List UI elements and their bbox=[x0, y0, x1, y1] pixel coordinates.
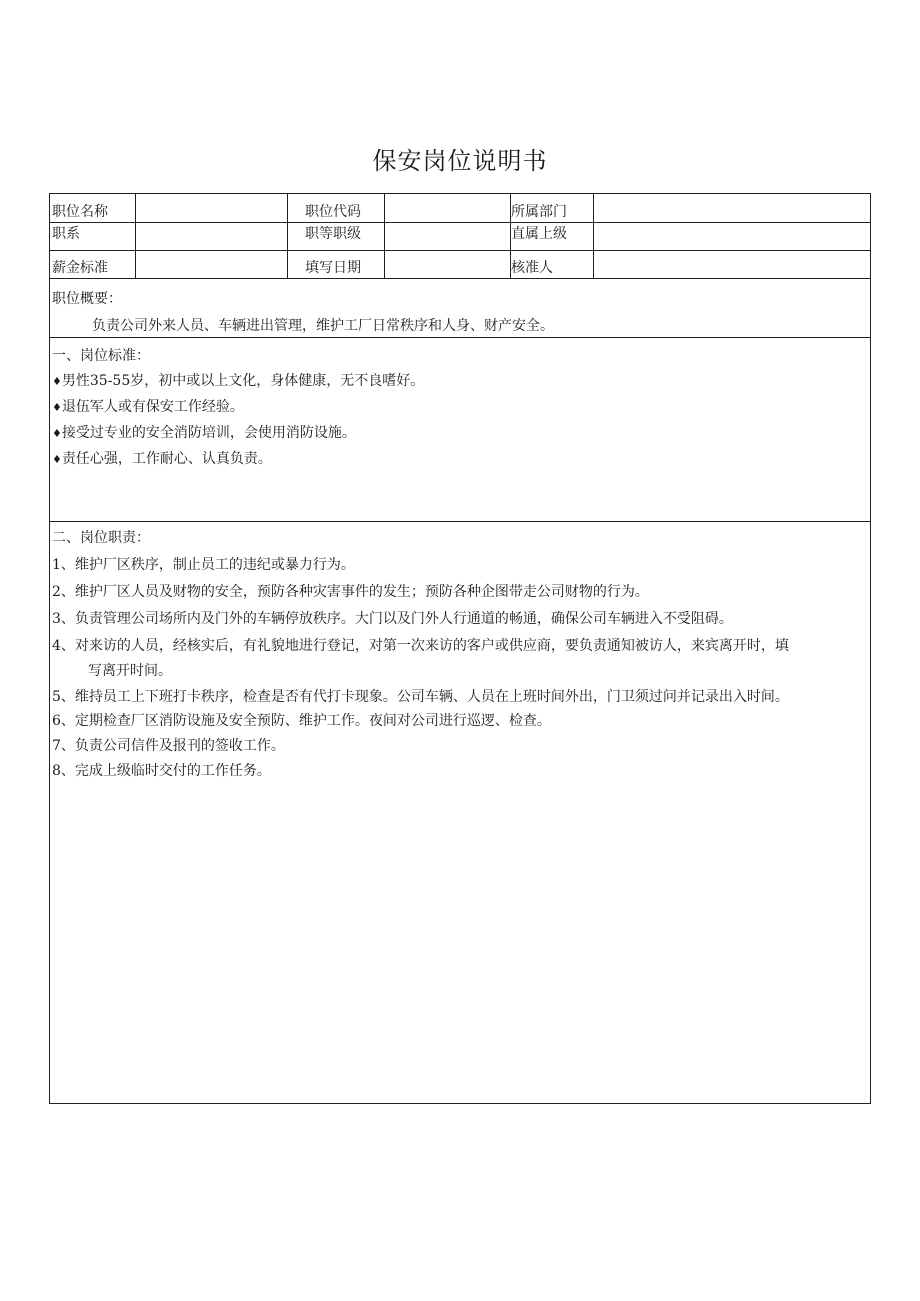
section-divider bbox=[50, 337, 870, 338]
duty-item: 2、维护厂区人员及财物的安全，预防各种灾害事件的发生；预防各种企图带走公司财物的行为。 bbox=[52, 584, 649, 600]
job-description-table bbox=[49, 193, 871, 1104]
row-divider bbox=[50, 222, 870, 223]
diamond-bullet-icon: ♦ bbox=[52, 453, 62, 466]
column-divider bbox=[135, 194, 136, 278]
label-department: 所属部门 bbox=[511, 204, 567, 220]
label-fill-date: 填写日期 bbox=[305, 260, 361, 276]
label-position-code: 职位代码 bbox=[305, 204, 361, 220]
label-grade: 职等职级 bbox=[305, 226, 361, 242]
duty-item: 8、完成上级临时交付的工作任务。 bbox=[52, 763, 271, 779]
duty-item: 6、定期检查厂区消防设施及安全预防、维护工作。夜间对公司进行巡逻、检查。 bbox=[52, 713, 551, 729]
standards-heading: 一、岗位标准： bbox=[52, 348, 150, 364]
label-supervisor: 直属上级 bbox=[511, 226, 567, 242]
diamond-bullet-icon: ♦ bbox=[52, 375, 62, 388]
duties-heading: 二、岗位职责： bbox=[52, 530, 150, 546]
duty-item: 3、负责管理公司场所内及门外的车辆停放秩序。大门以及门外人行通道的畅通，确保公司车辆进入不受阻碍。 bbox=[52, 611, 733, 627]
diamond-bullet-icon: ♦ bbox=[52, 401, 62, 414]
section-divider bbox=[50, 521, 870, 522]
duty-item: 1、维护厂区秩序，制止员工的违纪或暴力行为。 bbox=[52, 557, 355, 573]
diamond-bullet-icon: ♦ bbox=[52, 427, 62, 440]
column-divider bbox=[593, 194, 594, 278]
standard-item: ♦责任心强，工作耐心、认真负责。 bbox=[52, 451, 272, 467]
standard-item: ♦退伍军人或有保安工作经验。 bbox=[52, 399, 244, 415]
duty-item: 5、维持员工上下班打卡秩序，检查是否有代打卡现象。公司车辆、人员在上班时间外出，门卫须过问并记录出入时间。 bbox=[52, 689, 789, 705]
row-divider bbox=[50, 278, 870, 279]
standard-item: ♦男性35-55岁，初中或以上文化，身体健康，无不良嗜好。 bbox=[52, 373, 425, 389]
standard-item: ♦接受过专业的安全消防培训，会使用消防设施。 bbox=[52, 425, 356, 441]
row-divider bbox=[50, 250, 870, 251]
overview-text: 负责公司外来人员、车辆进出管理，维护工厂日常秩序和人身、财产安全。 bbox=[92, 318, 554, 334]
duty-item: 4、对来访的人员，经核实后，有礼貌地进行登记，对第一次来访的客户或供应商，要负责通知被访人，来宾离开时，填 bbox=[52, 638, 789, 654]
column-divider bbox=[384, 194, 385, 278]
duty-item-continuation: 写离开时间。 bbox=[88, 663, 172, 679]
column-divider bbox=[287, 194, 288, 278]
overview-heading: 职位概要： bbox=[52, 291, 122, 307]
page-title: 保安岗位说明书 bbox=[372, 147, 548, 175]
label-job-family: 职系 bbox=[52, 226, 80, 242]
duty-item: 7、负责公司信件及报刊的签收工作。 bbox=[52, 738, 285, 754]
label-position-name: 职位名称 bbox=[52, 204, 108, 220]
label-salary: 薪金标准 bbox=[52, 260, 108, 276]
label-approver: 核准人 bbox=[511, 260, 553, 276]
